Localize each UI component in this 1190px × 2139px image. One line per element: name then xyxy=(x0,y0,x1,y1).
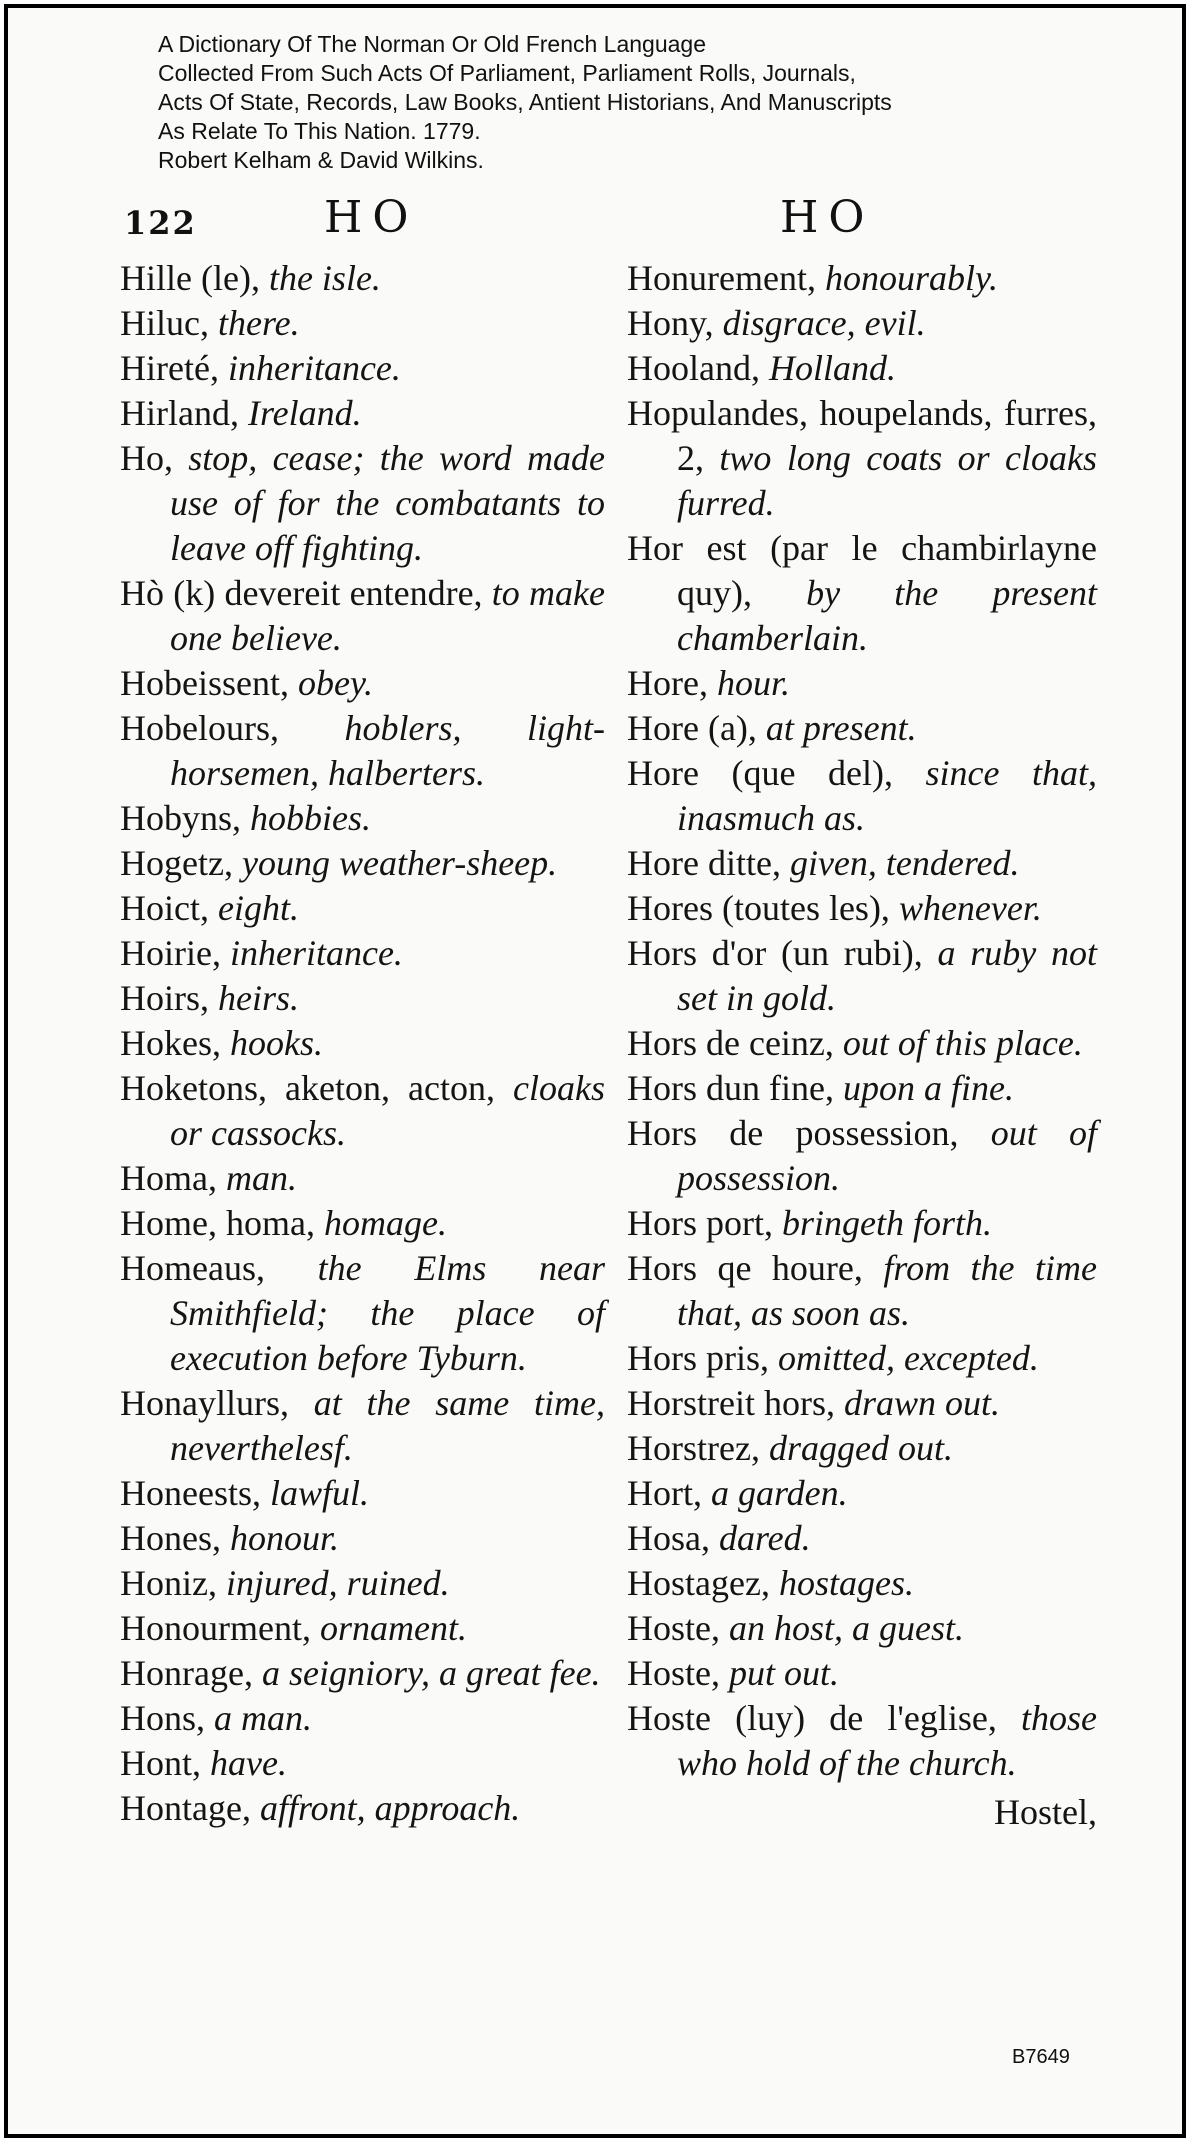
entry-term: Hille (le), xyxy=(120,258,260,298)
dictionary-entry xyxy=(627,841,1097,886)
entry-definition: obey. xyxy=(288,663,373,703)
dictionary-entry xyxy=(120,796,605,841)
dictionary-entry xyxy=(627,751,1097,841)
entry-definition: put out. xyxy=(720,1653,840,1693)
entry-term: Hones, xyxy=(120,1518,221,1558)
right-column xyxy=(627,256,1097,1835)
dictionary-entry xyxy=(627,1561,1097,1606)
dictionary-entry xyxy=(120,346,605,391)
entry-term: Hontage, xyxy=(120,1788,251,1828)
entry-definition: bringeth forth. xyxy=(773,1203,993,1243)
dictionary-entry xyxy=(627,1111,1097,1201)
entry-term: Horstrez, xyxy=(627,1428,760,1468)
dictionary-entry xyxy=(627,1426,1097,1471)
dictionary-entry xyxy=(120,301,605,346)
entry-definition: at present. xyxy=(756,708,917,748)
entry-definition: lawful. xyxy=(260,1473,370,1513)
entry-definition: eight. xyxy=(208,888,299,928)
dictionary-entry xyxy=(120,886,605,931)
entry-term: Hoirie, xyxy=(120,933,221,973)
entry-term: Hoirs, xyxy=(120,978,209,1018)
dictionary-entry xyxy=(627,1606,1097,1651)
dictionary-entry xyxy=(120,436,605,571)
entry-term: Hokes, xyxy=(120,1023,221,1063)
dictionary-entry xyxy=(120,661,605,706)
entry-definition: hobbies. xyxy=(241,798,372,838)
entry-definition: to make one believe. xyxy=(170,573,606,658)
entry-definition: inheritance. xyxy=(218,348,401,388)
entry-term: Home, homa, xyxy=(120,1203,315,1243)
entry-term: Hor est (par le chambirlayne quy), xyxy=(627,528,1097,613)
entry-term: Honeests, xyxy=(120,1473,261,1513)
dictionary-entry xyxy=(627,886,1097,931)
entry-definition: young weather-sheep. xyxy=(232,843,558,883)
entry-term: Hore (que del), xyxy=(627,753,893,793)
left-column xyxy=(120,256,605,1831)
dictionary-entry xyxy=(120,1561,605,1606)
entry-definition: there. xyxy=(208,303,300,343)
dictionary-entry xyxy=(627,1336,1097,1381)
dictionary-entry xyxy=(120,1741,605,1786)
dictionary-entry xyxy=(627,1201,1097,1246)
entry-term: Hores (toutes les), xyxy=(627,888,890,928)
entry-definition: disgrace, evil. xyxy=(713,303,926,343)
entry-term: Hoketons, aketon, acton, xyxy=(120,1068,495,1108)
entry-term: Ho, xyxy=(120,438,173,478)
entry-term: Hoste (luy) de l'eglise, xyxy=(627,1698,997,1738)
dictionary-entry xyxy=(627,301,1097,346)
entry-term: Hoste, xyxy=(627,1653,720,1693)
entry-term: Hore (a), xyxy=(627,708,757,748)
entry-term: Hooland, xyxy=(627,348,760,388)
entry-definition: out of possession. xyxy=(677,1113,1097,1198)
entry-definition: at the same time, neverthelesf. xyxy=(170,1383,605,1468)
dictionary-entry xyxy=(120,1021,605,1066)
entry-definition: those who hold of the church. xyxy=(677,1698,1097,1783)
dictionary-entry xyxy=(120,1246,605,1381)
entry-definition: have. xyxy=(201,1743,287,1783)
entry-term: Homa, xyxy=(120,1158,217,1198)
entry-definition: whenever. xyxy=(889,888,1042,928)
dictionary-entry xyxy=(120,706,605,796)
entry-term: Honourment, xyxy=(120,1608,311,1648)
header-line: Collected From Such Acts Of Parliament, Parliament Rolls, Journals, xyxy=(158,60,856,86)
entry-definition: a ruby not set in gold. xyxy=(677,933,1097,1018)
entry-definition: hooks. xyxy=(221,1023,323,1063)
entry-term: Hireté, xyxy=(120,348,219,388)
dictionary-entry xyxy=(120,931,605,976)
dictionary-entry xyxy=(627,346,1097,391)
dictionary-entry xyxy=(120,1381,605,1471)
entry-definition: ornament. xyxy=(310,1608,467,1648)
entry-term: Honayllurs, xyxy=(120,1383,289,1423)
entry-term: Hoict, xyxy=(120,888,209,928)
entry-definition: hostages. xyxy=(769,1563,914,1603)
entry-term: Hors qe houre, xyxy=(627,1248,863,1288)
entry-term: Hors d'or (un rubi), xyxy=(627,933,923,973)
entry-term: Honiz, xyxy=(120,1563,217,1603)
entry-definition: inheritance. xyxy=(220,933,403,973)
header-line: A Dictionary Of The Norman Or Old French Language xyxy=(158,31,707,57)
entry-term: Hogetz, xyxy=(120,843,233,883)
entry-term: Hors pris, xyxy=(627,1338,769,1378)
dictionary-entry xyxy=(627,391,1097,526)
entry-definition: man. xyxy=(216,1158,297,1198)
dictionary-entry xyxy=(627,706,1097,751)
entry-term: Hostagez, xyxy=(627,1563,770,1603)
dictionary-entry xyxy=(627,661,1097,706)
entry-term: Hors port, xyxy=(627,1203,773,1243)
entry-definition: stop, cease; the word made use of for the combatants to leave off fighting. xyxy=(170,438,605,568)
entry-definition: a garden. xyxy=(702,1473,848,1513)
running-head xyxy=(120,192,1120,252)
entry-term: Hoste, xyxy=(627,1608,720,1648)
dictionary-entry xyxy=(120,1696,605,1741)
entry-term: Homeaus, xyxy=(120,1248,265,1288)
entry-definition: affront, approach. xyxy=(250,1788,521,1828)
running-head-right: HO xyxy=(780,192,875,243)
entry-definition: given, tendered. xyxy=(780,843,1020,883)
dictionary-entry xyxy=(120,1471,605,1516)
entry-definition: heirs. xyxy=(209,978,299,1018)
entry-definition: since that, inasmuch as. xyxy=(677,753,1097,838)
entry-definition: injured, ruined. xyxy=(216,1563,450,1603)
entry-definition: the Elms near Smithfield; the place of execution before Tyburn. xyxy=(170,1248,605,1378)
dictionary-entry xyxy=(627,1066,1097,1111)
entry-definition: by the present chamberlain. xyxy=(677,573,1097,658)
entry-term: Hors dun fine, xyxy=(627,1068,834,1108)
entry-term: Hony, xyxy=(627,303,714,343)
entry-term: Hobeissent, xyxy=(120,663,289,703)
entry-term: Honurement, xyxy=(627,258,816,298)
dictionary-entry xyxy=(627,526,1097,661)
entry-term: Hons, xyxy=(120,1698,206,1738)
dictionary-entry xyxy=(627,1471,1097,1516)
dictionary-entry xyxy=(627,1246,1097,1336)
entry-definition: homage. xyxy=(314,1203,447,1243)
entry-definition: cloaks or cassocks. xyxy=(170,1068,606,1153)
dictionary-entry xyxy=(120,1201,605,1246)
dictionary-entry xyxy=(120,256,605,301)
dictionary-entry xyxy=(120,571,605,661)
document-header xyxy=(158,30,1058,175)
entry-term: Hosa, xyxy=(627,1518,710,1558)
entry-term: Hort, xyxy=(627,1473,702,1513)
entry-term: Hiluc, xyxy=(120,303,209,343)
dictionary-entry xyxy=(120,1516,605,1561)
entry-definition: dared. xyxy=(710,1518,811,1558)
dictionary-entry xyxy=(120,841,605,886)
dictionary-entry xyxy=(120,1651,605,1696)
entry-definition: upon a fine. xyxy=(833,1068,1014,1108)
header-line: Robert Kelham & David Wilkins. xyxy=(158,147,484,173)
entry-definition: hoblers, light-horsemen, halberters. xyxy=(170,708,605,793)
dictionary-entry xyxy=(627,1516,1097,1561)
entry-definition: Holland. xyxy=(759,348,896,388)
dictionary-entry xyxy=(120,1066,605,1156)
dictionary-entry xyxy=(627,256,1097,301)
entry-definition: an host, a guest. xyxy=(720,1608,965,1648)
entry-definition: omitted, excepted. xyxy=(769,1338,1039,1378)
entry-term: Hopulandes, houpelands, furres, 2, xyxy=(627,393,1097,478)
header-line: Acts Of State, Records, Law Books, Antient Historians, And Manuscripts xyxy=(158,89,892,115)
page-number: 122 xyxy=(124,204,197,242)
dictionary-entry xyxy=(627,1651,1097,1696)
entry-term: Honrage, xyxy=(120,1653,253,1693)
dictionary-entry xyxy=(120,391,605,436)
dictionary-entry xyxy=(627,1021,1097,1066)
catchword: Hostel, xyxy=(994,1792,1097,1832)
entry-definition: dragged out. xyxy=(759,1428,953,1468)
entry-definition: hour. xyxy=(707,663,790,703)
dictionary-entry xyxy=(120,1786,605,1831)
dictionary-entry xyxy=(120,1156,605,1201)
header-line: As Relate To This Nation. 1779. xyxy=(158,118,481,144)
running-head-left: HO xyxy=(324,192,419,243)
entry-term: Hore ditte, xyxy=(627,843,781,883)
entry-definition: drawn out. xyxy=(834,1383,1000,1423)
entry-definition: honour. xyxy=(221,1518,340,1558)
entry-definition: a seigniory, a great fee. xyxy=(252,1653,601,1693)
entry-definition: Ireland. xyxy=(238,393,362,433)
entry-definition: the isle. xyxy=(259,258,381,298)
dictionary-entry xyxy=(627,931,1097,1021)
entry-term: Hors de possession, xyxy=(627,1113,959,1153)
entry-definition: out of this place. xyxy=(833,1023,1083,1063)
entry-term: Hò (k) devereit entendre, xyxy=(120,573,483,613)
entry-definition: honourably. xyxy=(815,258,998,298)
entry-term: Hore, xyxy=(627,663,708,703)
entry-term: Horstreit hors, xyxy=(627,1383,835,1423)
entry-term: Hobyns, xyxy=(120,798,242,838)
entry-term: Hobelours, xyxy=(120,708,279,748)
reference-code: B7649 xyxy=(1012,2046,1070,2068)
dictionary-entry xyxy=(120,976,605,1021)
dictionary-entry xyxy=(120,1606,605,1651)
entry-term: Hors de ceinz, xyxy=(627,1023,834,1063)
dictionary-entry xyxy=(627,1381,1097,1426)
entry-term: Hont, xyxy=(120,1743,201,1783)
dictionary-entry xyxy=(627,1696,1097,1786)
entry-definition: from the time that, as soon as. xyxy=(677,1248,1097,1333)
entry-term: Hirland, xyxy=(120,393,239,433)
entry-definition: two long coats or cloaks furred. xyxy=(677,438,1097,523)
entry-definition: a man. xyxy=(205,1698,313,1738)
